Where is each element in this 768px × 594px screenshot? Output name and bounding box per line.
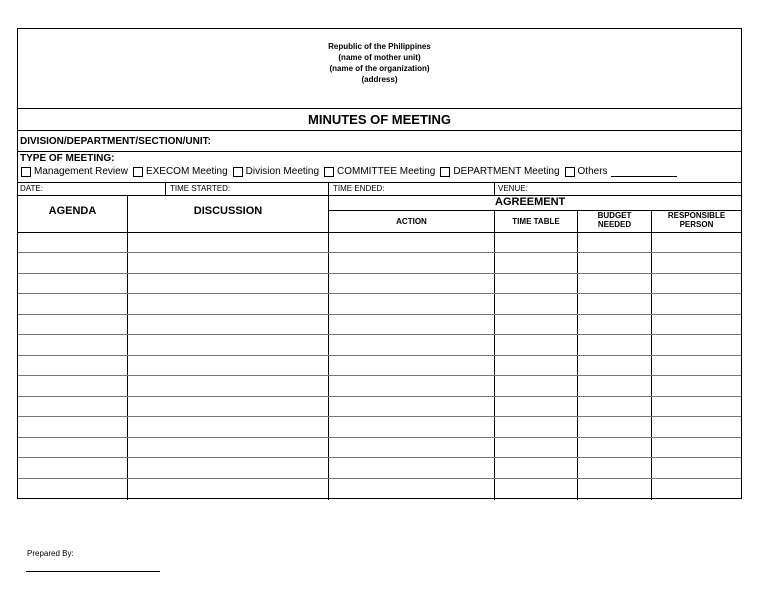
time-started-label: TIME STARTED:: [170, 184, 231, 193]
document-header: [18, 29, 741, 108]
action-header: ACTION: [396, 217, 427, 226]
responsible-person-header: RESPONSIBLE PERSON: [667, 211, 726, 229]
checkbox-icon[interactable]: [324, 167, 334, 177]
divider: [328, 195, 329, 500]
table-row: [18, 273, 741, 274]
option-others[interactable]: Others: [565, 166, 677, 177]
table-row: [18, 478, 741, 479]
time-table-header: TIME TABLE: [512, 217, 560, 226]
checkbox-icon[interactable]: [440, 167, 450, 177]
option-department[interactable]: DEPARTMENT Meeting: [440, 166, 559, 177]
header-line-mother-unit: (name of mother unit): [338, 53, 421, 62]
checkbox-icon[interactable]: [21, 167, 31, 177]
discussion-header: DISCUSSION: [193, 205, 263, 217]
divider: [328, 182, 329, 195]
time-ended-label: TIME ENDED:: [333, 184, 385, 193]
meeting-minutes-form: [17, 28, 742, 499]
budget-needed-header: BUDGET NEEDED: [597, 211, 632, 229]
table-row: [18, 457, 741, 458]
checkbox-icon[interactable]: [233, 167, 243, 177]
division-label: DIVISION/DEPARTMENT/SECTION/UNIT:: [20, 136, 211, 147]
checkbox-icon[interactable]: [133, 167, 143, 177]
table-row: [18, 252, 741, 253]
header-line-country: Republic of the Philippines: [328, 42, 431, 51]
divider: [127, 195, 128, 500]
table-row: [18, 416, 741, 417]
agreement-header: AGREEMENT: [495, 196, 566, 208]
signature-line[interactable]: [26, 571, 160, 572]
prepared-by-label: Prepared By:: [27, 549, 74, 558]
others-blank-line[interactable]: [611, 167, 677, 177]
divider: [18, 182, 741, 183]
table-row: [18, 334, 741, 335]
agenda-header: AGENDA: [48, 205, 97, 217]
checkbox-icon[interactable]: [565, 167, 575, 177]
table-row: [18, 293, 741, 294]
date-label: DATE:: [20, 184, 43, 193]
option-division[interactable]: Division Meeting: [233, 166, 319, 177]
page-title: MINUTES OF MEETING: [308, 112, 451, 127]
divider: [494, 182, 495, 195]
option-execom[interactable]: EXECOM Meeting: [133, 166, 228, 177]
meeting-type-options: [21, 166, 682, 177]
header-line-organization: (name of the organization): [329, 64, 430, 73]
table-row: [18, 437, 741, 438]
divider: [165, 182, 166, 195]
table-row: [18, 375, 741, 376]
table-row: [18, 396, 741, 397]
header-line-address: (address): [361, 75, 398, 84]
option-committee[interactable]: COMMITTEE Meeting: [324, 166, 435, 177]
table-row: [18, 355, 741, 356]
type-of-meeting-label: TYPE OF MEETING:: [20, 153, 115, 164]
venue-label: VENUE:: [498, 184, 528, 193]
divider: [18, 130, 741, 131]
table-row: [18, 314, 741, 315]
divider: [18, 151, 741, 152]
option-management-review[interactable]: Management Review: [21, 166, 128, 177]
